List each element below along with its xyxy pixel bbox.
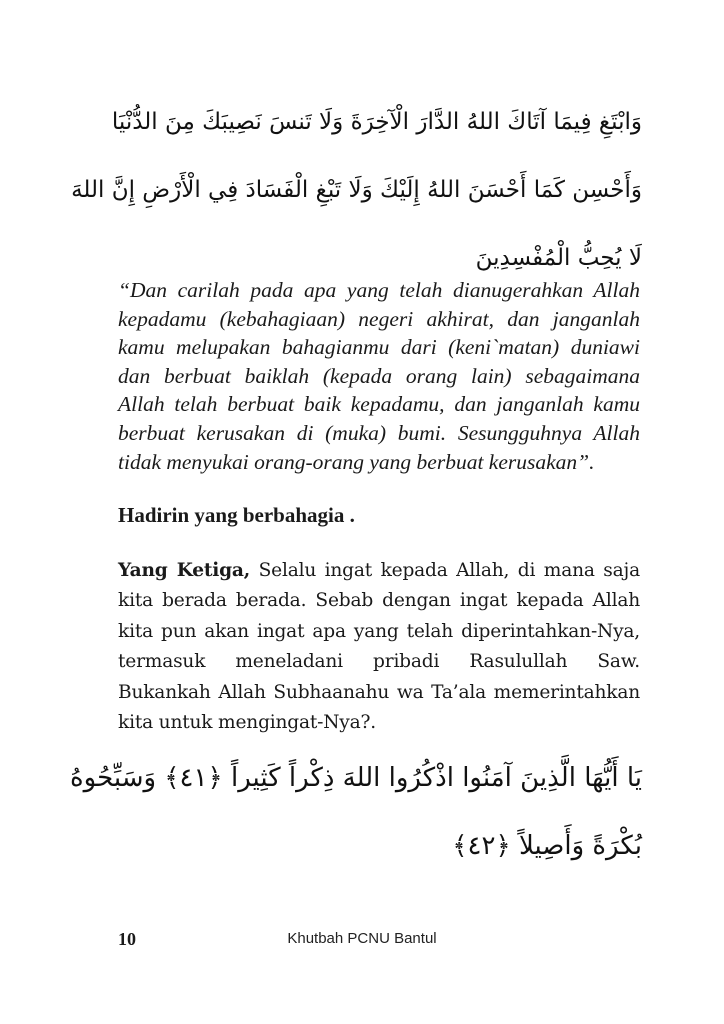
paragraph-lead: Yang Ketiga, <box>118 560 251 581</box>
arabic-verse-line: يَا أَيُّهَا الَّذِينَ آمَنُوا اذْكُرُوا اللهَ ذِكْراً كَثِيراً ﴿٤١﴾ وَسَبِّحُوهُ <box>70 763 642 793</box>
body-paragraph <box>118 556 640 738</box>
arabic-verse-line: وَابْتَغِ فِيمَا آتَاكَ اللهُ الدَّارَ الْآخِرَةَ وَلَا تَنسَ نَصِيبَكَ مِنَ الدُّنْيَا <box>111 109 642 135</box>
footer-title: Khutbah PCNU Bantul <box>287 930 437 947</box>
arabic-verse-block-1 <box>71 88 642 292</box>
section-heading: Hadirin yang berbahagia . <box>118 503 355 527</box>
page-number: 10 <box>118 929 136 949</box>
paragraph-text: Selalu ingat kepada Allah, di mana saja kita berada berada. Sebab dengan ingat kepada Allah kita pun akan ingat apa yang telah diperintahkan-Nya, termasuk meneladani pribadi Rasulullah Saw. Bukankah Allah Subhaanahu wa Ta’ala memerintahkan kita untuk mengingat-Nya?. <box>118 560 640 734</box>
arabic-verse-line: بُكْرَةً وَأَصِيلاً ﴿٤٢﴾ <box>452 831 642 861</box>
arabic-verse-line: لَا يُحِبُّ الْمُفْسِدِينَ <box>475 245 642 271</box>
arabic-verse-line: وَأَحْسِن كَمَا أَحْسَنَ اللهُ إِلَيْكَ وَلَا تَبْغِ الْفَسَادَ فِي الْأَرْضِ إِنَّ اللهَ <box>71 177 642 203</box>
verse-translation: “Dan carilah pada apa yang telah dianugerahkan Allah kepadamu (kebahagiaan) negeri akhirat, dan janganlah kamu melupakan bahagianmu dari (keni`matan) duniawi dan berbuat baiklah (kepada orang lain) sebagaimana Allah telah berbuat baik kepadamu, dan janganlah kamu berbuat kerusakan di (muka) bumi. Sesungguhnya Allah tidak menyukai orang-orang yang berbuat kerusakan”. <box>118 278 640 474</box>
arabic-verse-block-2 <box>70 744 642 880</box>
